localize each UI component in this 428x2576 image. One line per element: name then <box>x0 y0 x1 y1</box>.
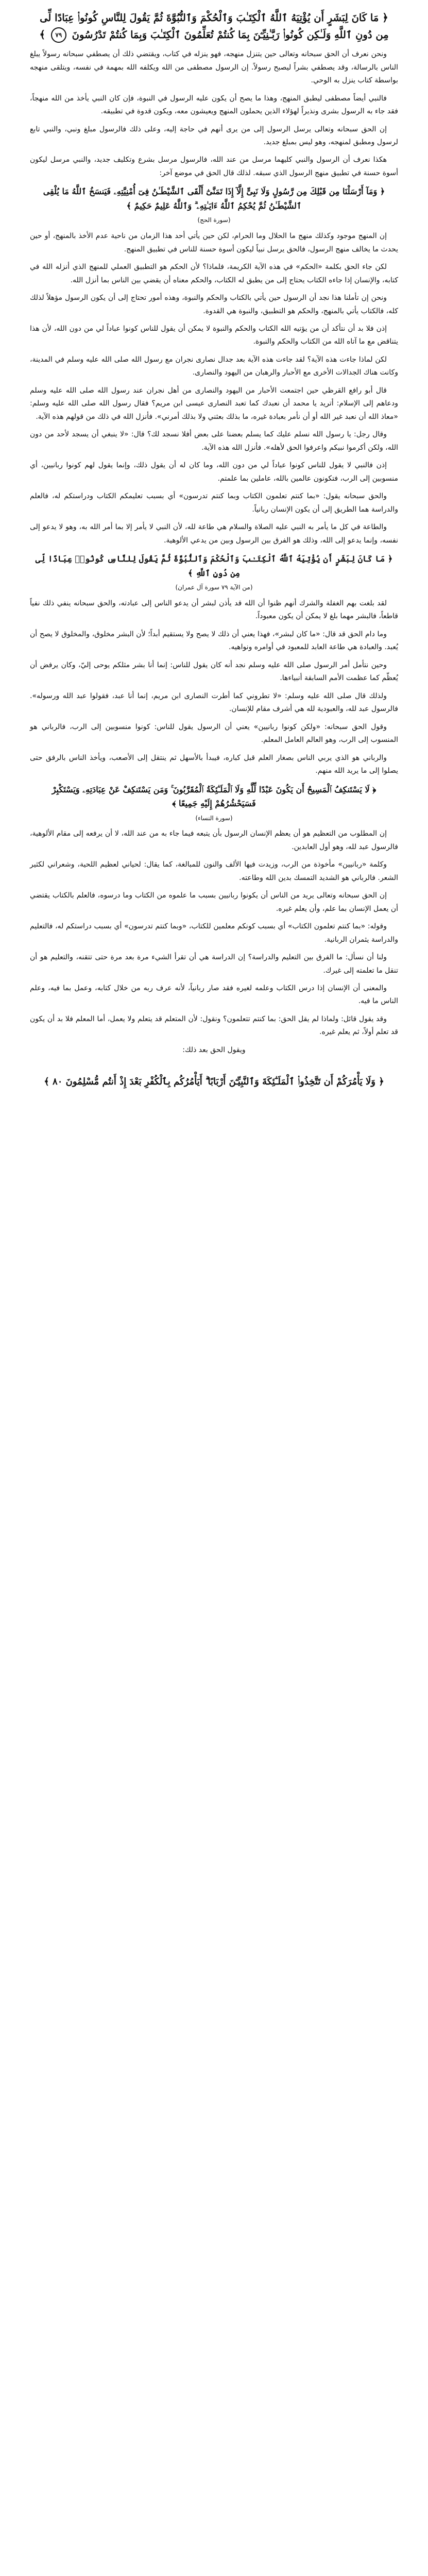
paragraph: وقوله: «بما كنتم تعلمون الكتاب» أي بسبب كونكم معلمين للكتاب، «وبما كنتم تدرسون» أي بسبب دراستكم له، فالتعليم والدراسة يثمران الربانية. <box>30 922 398 944</box>
quran-quote <box>32 783 396 811</box>
close-bracket-icon: ﴾ <box>44 1076 49 1088</box>
paragraph: ونحن إن تأملنا هذا نجد أن الرسول حين يأتي بالكتاب والحكم والنبوة، وهذه أمور تحتاج إلى أن يكون الرسول مؤهلاً لذلك كله، فالكتاب يأتي بالمنهج، والحكم هو التطبيق، والنبوة هي القدوة. <box>30 294 398 315</box>
close-bracket-icon: ﴾ <box>187 568 193 578</box>
paragraph: هكذا نعرف أن الرسول والنبي كليهما مرسل من عند الله، فالرسول مرسل بشرع وتكليف جديد، والنبي مرسل ليكون أسوة حسنة في تطبيق منهج الرسول الذي سبقه. لذلك قال الحق في موضع آخر: <box>30 156 398 177</box>
paragraph: ولذلك قال صلى الله عليه وسلم: «لا تطروني كما أطرت النصارى ابن مريم، إنما أنا عبد، فقولوا عبد الله ورسوله». فالرسول عبد لله، والعبودية لله هي أشرف مقام للإنسان. <box>30 691 398 714</box>
paragraph: إن المنهج موجود وكذلك منهج ما الحلال وما الحرام، لكن حين يأتي أحد هذا الزمان من ناحية عدم الأخذ بالمنهج، أو حين يحدث ما يخالف منهج الرسول، فالحق يرسل نبياً ليكون أسوة حسنة للناس في تطبيق المنهج. <box>30 232 398 253</box>
paragraph: وقول الحق سبحانه: «ولكن كونوا ربانيين» يعني أن الرسول يقول للناس: كونوا منسوبين إلى الرب، فالرباني هو المنسوب إلى الرب، وهو العالم العامل المعلم. <box>30 722 398 744</box>
paragraph: ويقول الحق بعد ذلك: <box>182 1045 246 1054</box>
paragraph: لكن جاء الحق بكلمة «الحكم» في هذه الآية الكريمة، فلماذا؟ لأن الحكم هو التطبيق العملي للمنهج الذي أنزله الله في كتابه، والإنسان إذا جاءه الكتاب يحتاج إلى من يطبق له الكتاب، والحكم معناه أن يقضي بين الناس بما أنزل الله. <box>30 263 398 284</box>
paragraph: لقد بلغت بهم الغفلة والشرك أنهم ظنوا أن الله قد يأذن لبشر أن يدعو الناس إلى عبادته، والحق سبحانه ينفي ذلك نفياً قاطعاً، فالبشر مهما بلغ لا يمكن أن يكون معبوداً. <box>30 599 398 621</box>
bottom-verse-number: ٨٠ <box>53 1076 63 1088</box>
quran-quote <box>32 552 396 580</box>
paragraph: إذن فالنبي لا يقول للناس كونوا عباداً لي من دون الله، وما كان له أن يقول ذلك، وإنما يقول لهم كونوا ربانيين، أي منسوبين إلى الرب، فتكونون عالمين بالله، عاملين بما علمتم. <box>30 461 398 483</box>
open-bracket-icon: ﴿ <box>387 554 393 564</box>
bottom-verse-text: وَلَا يَأْمُرَكُمْ أَن تَتَّخِذُوا۟ ٱلْمَلَـٰٓئِكَةَ وَٱلنَّبِيِّـۧنَ أَرْبَابًا ۗ أَيَأْمُرُكُم بِٱلْكُفْرِ بَعْدَ إِذْ أَنتُم مُّسْلِمُونَ <box>65 1076 375 1088</box>
paragraph: لكن لماذا جاءت هذه الآية؟ لقد جاءت هذه الآية بعد جدال نصارى نجران مع رسول الله صلى الله عليه وسلم في المدينة، وكانت هناك الجدالات الأخرى مع الأحبار والرهبان من اليهود والنصارى. <box>30 355 398 377</box>
paragraph: وقد يقول قائل: ولماذا لم يقل الحق: بما كنتم تتعلمون؟ ونقول: لأن المتعلم قد يتعلم ولا يعمل، أما المعلم فلا بد أن يكون قد تعلم أولاً، ثم يعلم غيره. <box>30 1014 398 1037</box>
top-verse <box>33 9 395 43</box>
top-verse-number: ٧٩ <box>51 27 66 43</box>
paragraph: وقال رجل: يا رسول الله نسلم عليك كما يسلم بعضنا على بعض أفلا نسجد لك؟ قال: «لا ينبغي أن يسجد لأحد من دون الله، ولكن أكرموا نبيكم واعرفوا الحق لأهله». فأنزل الله هذه الآية. <box>30 430 398 452</box>
open-bracket-icon: ﴿ <box>372 784 376 794</box>
bottom-verse <box>37 1074 391 1090</box>
paragraph: إن الحق سبحانه وتعالى يريد من الناس أن يكونوا ربانيين بسبب ما علموه من الكتاب وما درسوه، فالعلم بالكتاب يقتضي أن يعمل الإنسان بما علم، وأن يعلم غيره. <box>30 891 398 913</box>
quote-text: لَا يَسْتَنكِفُ ٱلْمَسِيحُ أَن يَكُونَ عَبْدًا لِّلَّهِ وَلَا ٱلْمَلَـٰٓئِكَةُ ٱلْمُقَرَّبُونَ ۚ وَمَن يَسْتَنكِفْ عَنْ عِبَادَتِهِۦ وَيَسْتَكْبِرْ فَسَيَحْشُرُهُمْ إِلَيْهِ جَمِيعًا <box>52 784 370 809</box>
paragraph: والحق سبحانه يقول: «بما كنتم تعلمون الكتاب وبما كنتم تدرسون» أي بسبب تعليمكم الكتاب ودراستكم له، فالعلم والدراسة هما الطريق إلى أن يكون الإنسان ربانياً. <box>30 492 398 514</box>
paragraph: والطاعة في كل ما يأمر به النبي عليه الصلاة والسلام هي طاعة لله، لأن النبي لا يأمر إلا بما أمر الله به، وهو لا يدعو إلى نفسه، وإنما يدعو إلى الله، وذلك هو الفرق بين الرسول وبين من يدعي الألوهية. <box>30 523 398 545</box>
paragraph: وما دام الحق قد قال: «ما كان لبشر»، فهذا يعني أن ذلك لا يصح ولا يستقيم أبداً؛ لأن البشر مخلوق، والمخلوق لا يصح أن يُعبد. والعبادة هي طاعة العابد للمعبود في أوامره ونواهيه. <box>30 630 398 652</box>
open-bracket-icon: ﴿ <box>382 11 388 24</box>
close-bracket-icon: ﴾ <box>172 799 176 809</box>
paragraph: وكلمة «ربانيين» مأخوذة من الرب، وزيدت فيها الألف والنون للمبالغة، كما يقال: لحياني لعظيم اللحية، وشعراني لكثير الشعر. فالرباني هو الشديد التمسك بدين الله وطاعته. <box>30 860 398 882</box>
paragraph: ونحن نعرف أن الحق سبحانه وتعالى حين يتنزل منهجه، فهو ينزله في كتاب، ويقتضي ذلك أن يصطفي سبحانه رسولاً يبلغ الناس بالرسالة، وقد يصطفي بشراً ليصبح رسولاً. إن الرسول مصطفى من الله ويكلفه الله بمهمة في نفسه، ويتلقى منهجه بواسطة كتاب ينزل به الوحي. <box>30 50 398 85</box>
top-verse-text: مَا كَانَ لِبَشَرٍ أَن يُؤْتِيَهُ ٱللَّهُ ٱلْكِتَـٰبَ وَٱلْحُكْمَ وَٱلنُّبُوَّةَ ثُمَّ يَقُولَ لِلنَّاسِ كُونُوا۟ عِبَادًا لِّى مِن دُونِ ٱللَّهِ وَلَـٰكِن كُونُوا۟ رَبَّـٰنِيِّـۧنَ بِمَا كُنتُمْ تُعَلِّمُونَ ٱلْكِتَـٰبَ وَبِمَا كُنتُمْ تَدْرُسُونَ <box>40 12 389 41</box>
quote-text: مَا كَانَ لِبَشَرٍ أَن يُؤْتِيَهُ ٱللَّهُ ٱلْكِتَـٰبَ وَٱلْحُكْمَ وَٱلنُّبُوَّةَ ثُمَّ يَقُولَ لِلنَّاسِ كُونُوا۟ عِبَادًا لِّى مِن دُونِ ٱللَّهِ <box>35 554 385 578</box>
quran-quote <box>32 184 396 213</box>
paragraph: فالنبي أيضاً مصطفى ليطبق المنهج، وهذا ما يصح أن يكون عليه الرسول في النبوة، فإن كان النبي يأخذ من الله منهجاً، فقد جاء به الرسول بشرى ونذيراً لهؤلاء الذين يحملون المنهج ويعيشون معه، ويكون قدوة في تطبيقه. <box>30 94 398 116</box>
open-bracket-icon: ﴿ <box>380 187 385 197</box>
paragraph: ولنا أن نسأل: ما الفرق بين التعليم والدراسة؟ إن الدراسة هي أن تقرأ الشيء مرة بعد مرة حتى تتقنه، والتعليم هو أن تنقل ما تعلمته إلى غيرك. <box>30 953 398 975</box>
quote-text: وَمَآ أَرْسَلْنَا مِن قَبْلِكَ مِن رَّسُولٍ وَلَا نَبِىٍّ إِلَّآ إِذَا تَمَنَّىٰٓ أَلْقَى ٱلشَّيْطَـٰنُ فِىٓ أُمْنِيَّتِهِۦ فَيَنسَخُ ٱللَّهُ مَا يُلْقِى ٱلشَّيْطَـٰنُ ثُمَّ يُحْكِمُ ٱللَّهُ ءَايَـٰتِهِۦ ۗ وَٱللَّهُ عَلِيمٌ حَكِيمٌ <box>43 187 378 211</box>
quote-reference: (سورة النساء) <box>195 814 233 822</box>
close-bracket-icon: ﴾ <box>39 28 46 41</box>
paragraph: إذن فلا بد أن نتأكد أن من يؤتيه الله الكتاب والحكم والنبوة لا يمكن أن يقول للناس كونوا عباداً لي من دون الله، لأن هذا يتناقض مع ما آتاه الله من الكتاب والحكم والنبوة. <box>30 325 398 346</box>
paragraph: قال أبو رافع القرظي حين اجتمعت الأحبار من اليهود والنصارى من أهل نجران عند رسول الله صلى الله عليه وسلم ودعاهم إلى الإسلام: أتريد يا محمد أن نعبدك كما تعبد النصارى عيسى ابن مريم؟ فقال رسول الله صلى الله عليه وسلم: «معاذ الله أن نعبد غير الله أو أن نأمر بعبادة غيره، ما بذلك بعثني ولا بذلك أمرني». فأنزل الله في ذلك من قولهم هذه الآية. <box>30 386 398 421</box>
paragraph: إن المطلوب من التعظيم هو أن يعظم الإنسان الرسول بأن يتبعه فيما جاء به من عند الله، لا أن يرفعه إلى مقام الألوهية، فالرسول عبد لله، وهو أول العابدين. <box>30 829 398 851</box>
quote-reference: (سورة الحج) <box>197 216 231 224</box>
paragraph: والرباني هو الذي يربي الناس بصغار العلم قبل كباره، فيبدأ بالأسهل ثم ينتقل إلى الأصعب، ويأخذ الناس بالرفق حتى يصلوا إلى ما يريد الله منهم. <box>30 753 398 775</box>
paragraph: إن الحق سبحانه وتعالى يرسل الرسول إلى من يرى أنهم في حاجة إليه، وعلى ذلك فالرسول مبلغ ونبي، والنبي تابع لرسول ومطبق لمنهجه، وهو ليس بمبلغ جديد. <box>30 125 398 146</box>
open-bracket-icon: ﴿ <box>379 1076 384 1088</box>
paragraph: وحين نتأمل أمر الرسول صلى الله عليه وسلم نجد أنه كان يقول للناس: إنما أنا بشر مثلكم يوحى إليّ، وكان يرفض أن يُعظّم كما عظمت الأمم السابقة أنبياءها. <box>30 660 398 683</box>
paragraph: والمعنى أن الإنسان إذا درس الكتاب وعلمه لغيره فقد صار ربانياً، لأنه عرف ربه من خلال كتابه، وعمل بما فيه، وعلم الناس ما فيه. <box>30 984 398 1006</box>
close-bracket-icon: ﴾ <box>126 200 131 211</box>
quote-reference: (من الآية ٧٩ سورة آل عمران) <box>175 584 253 591</box>
